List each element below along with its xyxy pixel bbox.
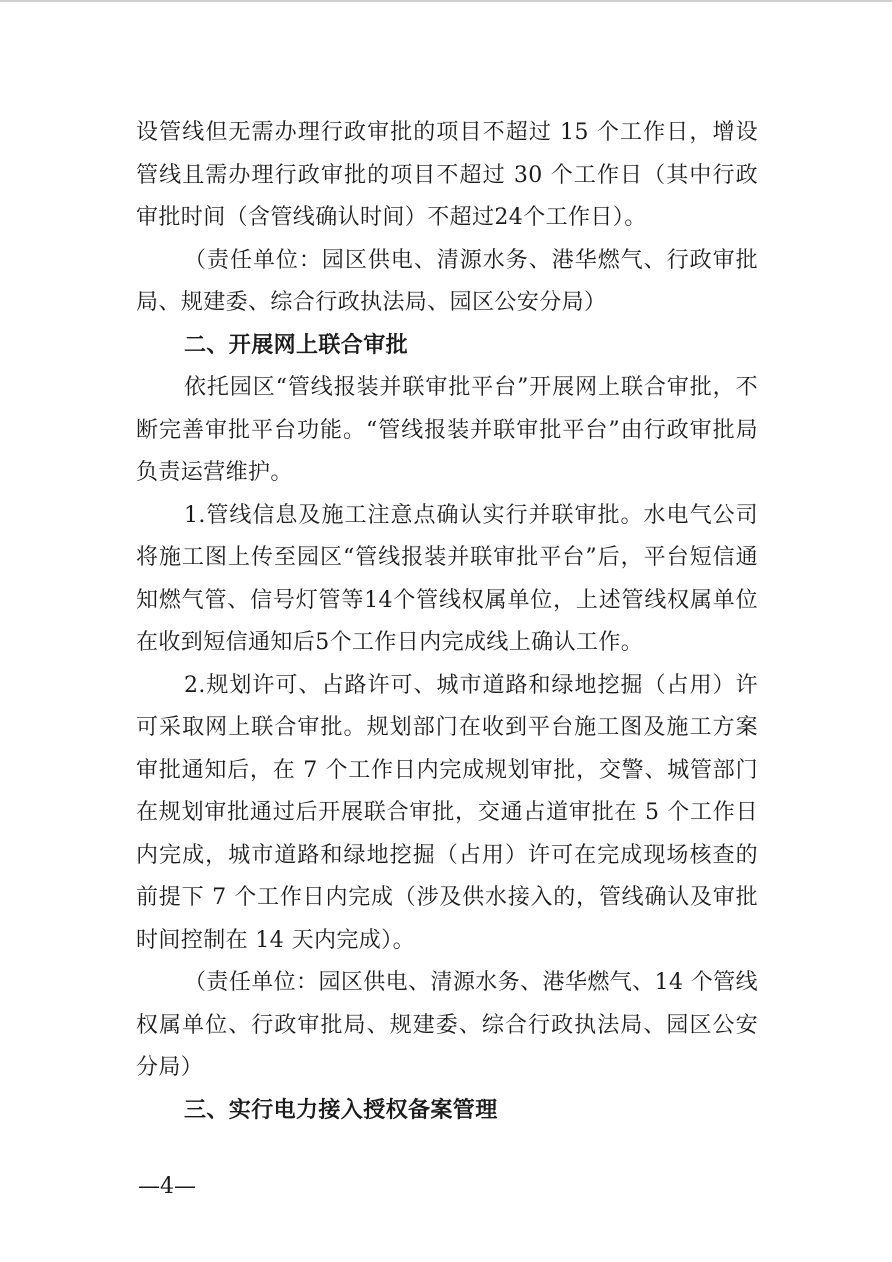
paragraph-responsible-units-1: （责任单位：园区供电、清源水务、港华燃气、行政审批局、规建委、综合行政执法局、园区公安分局） <box>136 247 758 315</box>
page-number: —4— <box>138 1174 196 1199</box>
page-top-edge <box>0 0 892 2</box>
document-body <box>136 112 758 1132</box>
section-heading-3: 三、实行电力接入授权备案管理 <box>184 1097 498 1123</box>
section-heading-2: 二、开展网上联合审批 <box>184 332 409 358</box>
paragraph-responsible-units-2: （责任单位：园区供电、清源水务、港华燃气、14 个管线权属单位、行政审批局、规建委、综合行政执法局、园区公安分局） <box>136 970 758 1080</box>
paragraph-continuation: 设管线但无需办理行政审批的项目不超过 15 个工作日，增设管线且需办理行政审批的项目不超过 30 个工作日（其中行政审批时间（含管线确认时间）不超过24个工作日）。 <box>136 120 758 230</box>
paragraph-online-approval-intro: 依托园区“管线报装并联审批平台”开展网上联合审批，不断完善审批平台功能。“管线报装并联审批平台”由行政审批局负责运营维护。 <box>136 375 758 485</box>
paragraph-item-1: 1.管线信息及施工注意点确认实行并联审批。水电气公司将施工图上传至园区“管线报装并联审批平台”后，平台短信通知燃气管、信号灯管等14个管线权属单位，上述管线权属单位在收到短信通知后5个工作日内完成线上确认工作。 <box>136 502 758 655</box>
paragraph-item-2: 2.规划许可、占路许可、城市道路和绿地挖掘（占用）许可采取网上联合审批。规划部门在收到平台施工图及施工方案审批通知后，在 7 个工作日内完成规划审批，交警、城管部门在规划审批通过后开展联合审批，交通占道审批在 5 个工作日内完成，城市道路和绿地挖掘（占用）许可在完成现场核查的前提下 7 个工作日内完成（涉及供水接入的，管线确认及审批时间控制在 14 天内完成）。 <box>136 672 758 953</box>
